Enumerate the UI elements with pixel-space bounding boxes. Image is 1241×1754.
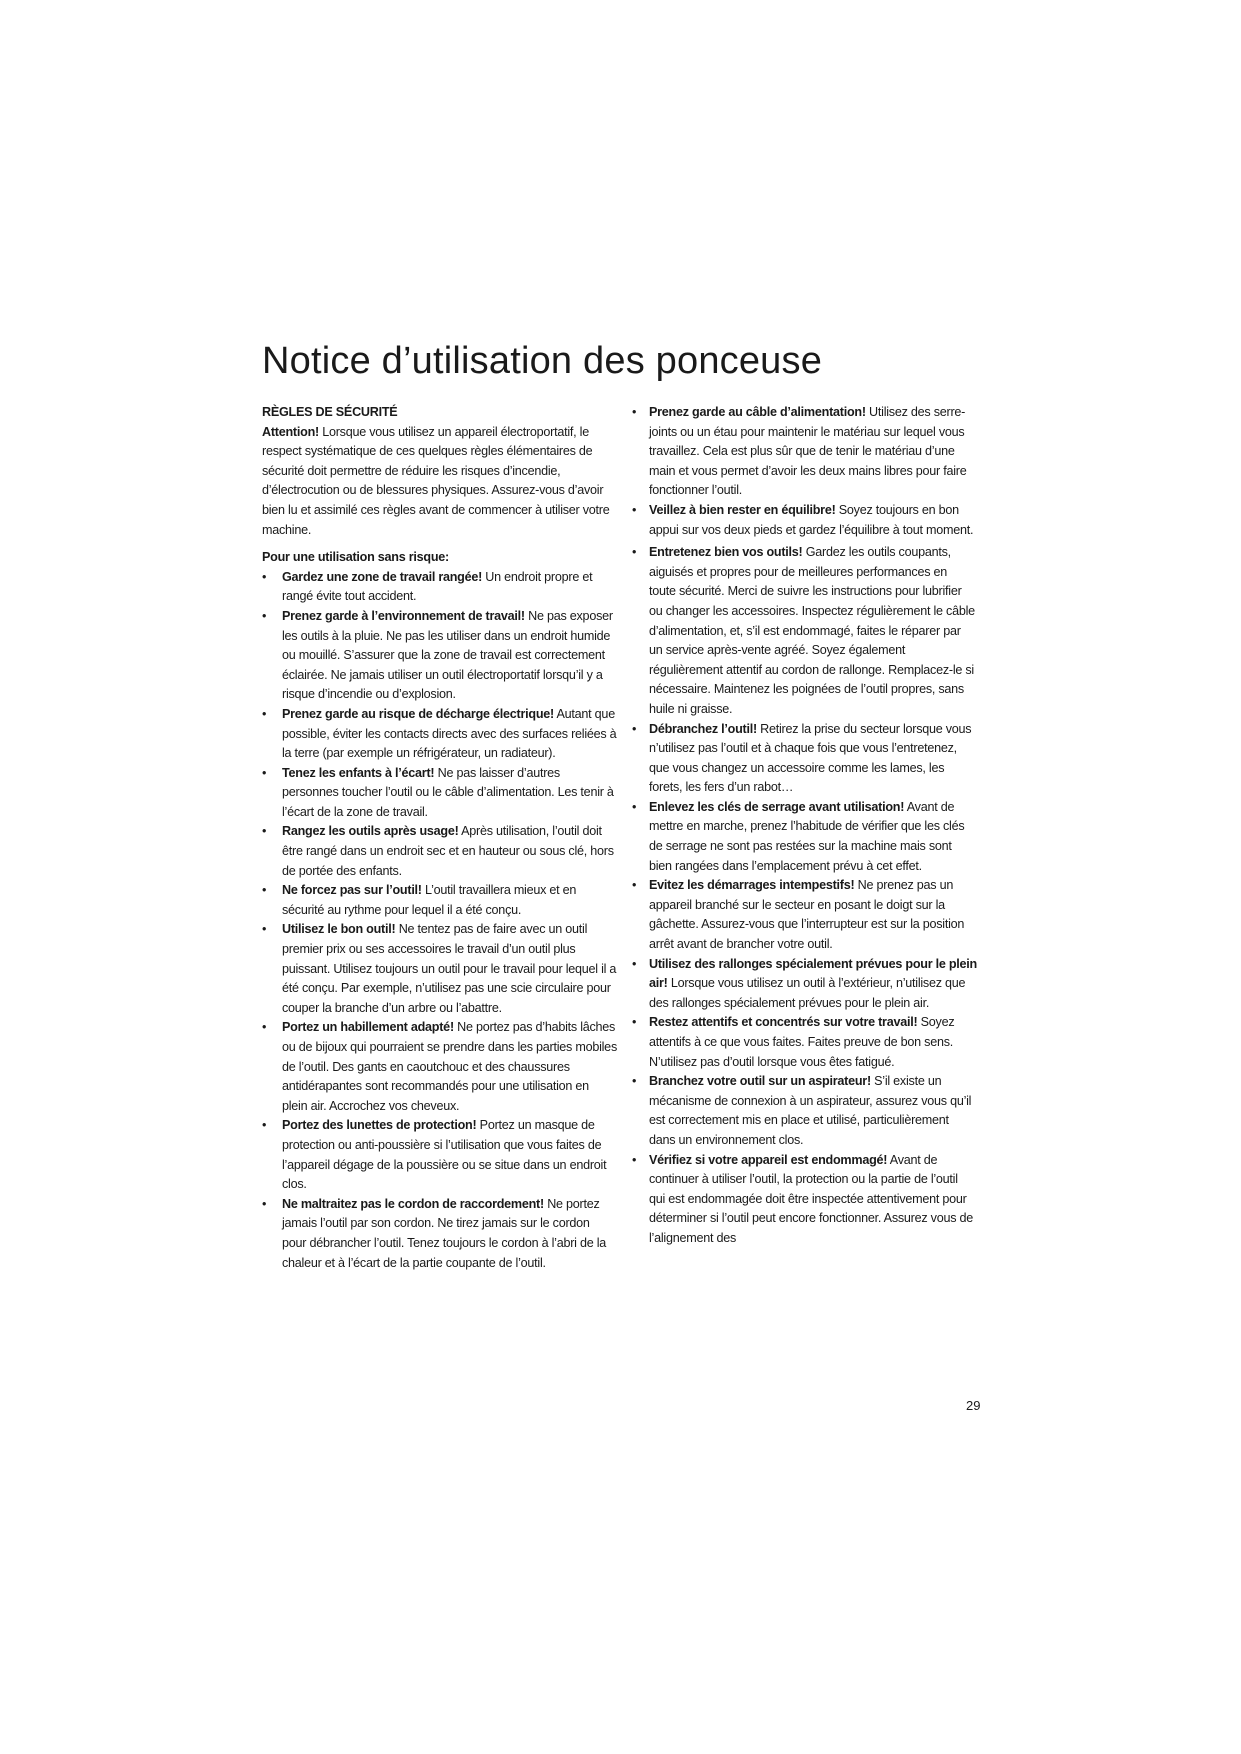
intro-paragraph — [262, 423, 617, 541]
list-item — [632, 1013, 977, 1072]
item-text: Gardez les outils coupants, aiguisés et propres pour de meilleures performances en toute sécurité. Merci de suivre les instructions pour lubrifier ou changer les accessoires. Inspectez régulièrement le câble d’alimentation, et, s’il est endommagé, faites le réparer par un service après-vente agréé. Soyez également régulièrement attentif au cordon de rallonge. Remplacez-le si nécessaire. Maintenez les poignées de l’outil propres, sans huile ni graisse. — [649, 545, 975, 716]
item-text: Utilisez des serre-joints ou un étau pour maintenir le matériau sur lequel vous travaillez. Cela est plus sûr que de tenir le matériau d’une main et vous permet d’avoir les deux mains libres pour faire fonctionner l’outil. — [649, 405, 967, 498]
list-item — [632, 798, 977, 876]
item-title: Débranchez l’outil! — [649, 721, 757, 736]
list-item — [632, 403, 977, 501]
item-text: Avant de continuer à utiliser l’outil, la protection ou la partie de l’outil qui est endommagée doit être inspectée attentivement pour déterminer si l’outil peut encore fonctionner. Assurez vous de l’alignement des — [649, 1152, 974, 1245]
list-item — [262, 822, 617, 881]
item-title: Utilisez le bon outil! — [282, 922, 396, 937]
item-title: Tenez les enfants à l’écart! — [282, 765, 435, 780]
item-title: Ne maltraitez pas le cordon de raccordement! — [282, 1196, 544, 1211]
item-text: Ne portez jamais l’outil par son cordon. Ne tirez jamais sur le cordon pour débrancher l’outil. Tenez toujours le cordon à l’abri de la chaleur et à l’écart de la partie coupante de l’outil. — [282, 1196, 607, 1270]
item-text: Ne portez pas d’habits lâches ou de bijoux qui pourraient se prendre dans les parties mobiles de l’outil. Des gants en caoutchouc et des chaussures antidérapantes sont recommandés pour une utilisation en plein air. Accrochez vos cheveux. — [282, 1020, 617, 1113]
item-title: Enlevez les clés de serrage avant utilisation! — [649, 799, 905, 814]
item-title: Prenez garde au risque de décharge électrique! — [282, 706, 554, 721]
item-text: Après utilisation, l’outil doit être rangé dans un endroit sec et en hauteur ou sous clé, hors de portée des enfants. — [282, 824, 614, 878]
item-title: Prenez garde à l’environnement de travail! — [282, 608, 525, 623]
safety-rules-list-right — [632, 403, 977, 1249]
item-title: Evitez les démarrages intempestifs! — [649, 878, 855, 893]
list-item — [262, 1116, 617, 1194]
item-title: Prenez garde au câble d’alimentation! — [649, 405, 866, 419]
item-title: Restez attentifs et concentrés sur votre travail! — [649, 1015, 918, 1030]
list-item — [632, 1151, 977, 1249]
list-item — [632, 501, 977, 540]
list-item — [262, 881, 617, 920]
list-item — [632, 720, 977, 798]
item-text: Ne tentez pas de faire avec un outil premier prix ou ses accessoires le travail d’un outil plus puissant. Utilisez toujours un outil pour le travail pour lequel il a été conçu. Par exemple, n’utilisez pas une scie circulaire pour couper la branche d’un arbre ou l’abattre. — [282, 922, 617, 1015]
list-item — [262, 1195, 617, 1273]
item-title: Veillez à bien rester en équilibre! — [649, 502, 836, 517]
list-item — [632, 543, 977, 719]
left-column — [262, 403, 617, 1273]
item-title: Rangez les outils après usage! — [282, 824, 459, 839]
item-text: Portez un masque de protection ou anti-poussière si l’utilisation que vous faites de l’appareil dégage de la poussière ou se situe dans un endroit clos. — [282, 1118, 607, 1192]
list-item — [632, 876, 977, 954]
item-title: Branchez votre outil sur un aspirateur! — [649, 1074, 871, 1089]
item-text: Un endroit propre et rangé évite tout accident. — [282, 569, 593, 604]
list-item — [262, 607, 617, 705]
item-text: Retirez la prise du secteur lorsque vous n’utilisez pas l’outil et à chaque fois que vous l’entretenez, que vous changez un accessoire comme les lames, les forets, les fers d’un rabot… — [649, 721, 972, 795]
section-heading: RÈGLES DE SÉCURITÉ — [262, 405, 398, 419]
intro-text: Lorsque vous utilisez un appareil électroportatif, le respect systématique de ces quelques règles élémentaires de sécurité doit permettre de réduire les risques d’incendie, d’électrocution ou de blessures physiques. Assurez-vous d’avoir bien lu et assimilé ces règles avant de commencer à utiliser votre machine. — [262, 424, 610, 537]
list-item — [262, 764, 617, 823]
item-text: Ne pas exposer les outils à la pluie. Ne pas les utiliser dans un endroit humide ou mouillé. S’assurer que la zone de travail est correctement éclairée. Ne jamais utiliser un outil électroportatif lorsqu’il y a risque d’incendie ou d’explosion. — [282, 608, 613, 702]
item-title: Entretenez bien vos outils! — [649, 545, 803, 560]
item-text: Soyez attentifs à ce que vous faites. Faites preuve de bon sens. N’utilisez pas d’outil lorsque vous êtes fatigué. — [649, 1015, 955, 1069]
item-title: Vérifiez si votre appareil est endommagé! — [649, 1152, 888, 1167]
list-item — [262, 920, 617, 1018]
item-title: Portez des lunettes de protection! — [282, 1118, 477, 1133]
sub-heading: Pour une utilisation sans risque: — [262, 550, 449, 565]
right-column — [632, 403, 977, 1249]
item-text: Ne pas laisser d’autres personnes toucher l’outil ou le câble d’alimentation. Les tenir à l’écart de la zone de travail. — [282, 765, 614, 819]
list-item — [262, 568, 617, 607]
page-title: Notice d’utilisation des ponceuse — [262, 340, 823, 382]
item-text: Autant que possible, éviter les contacts directs avec des surfaces reliées à la terre (par exemple un réfrigérateur, un radiateur). — [282, 706, 617, 761]
item-text: Avant de mettre en marche, prenez l’habitude de vérifier que les clés de serrage ne sont pas restées sur la machine mais sont bien rangées dans l’emplacement prévu à cet effet. — [649, 799, 965, 873]
item-text: S’il existe un mécanisme de connexion à un aspirateur, assurez vous qu’il est correctement mis en place et utilisé, particulièrement dans un environnement clos. — [649, 1074, 972, 1147]
list-item — [262, 705, 617, 764]
item-title: Utilisez des rallonges spécialement prévues pour le plein air! — [649, 956, 977, 991]
safety-rules-list-left — [262, 568, 617, 1273]
item-text: Soyez toujours en bon appui sur vos deux pieds et gardez l’équilibre à tout moment. — [649, 502, 974, 537]
item-text: L’outil travaillera mieux et en sécurité au rythme pour lequel il a été conçu. — [282, 883, 577, 917]
item-title: Gardez une zone de travail rangée! — [282, 569, 483, 584]
item-title: Ne forcez pas sur l’outil! — [282, 883, 422, 898]
item-text: Lorsque vous utilisez un outil à l’extérieur, n’utilisez que des rallonges spécialement prévues pour le plein air. — [649, 976, 966, 1010]
intro-bold: Attention! — [262, 424, 319, 439]
item-title: Portez un habillement adapté! — [282, 1020, 454, 1035]
list-item — [632, 1072, 977, 1150]
page-number: 29 — [966, 1398, 981, 1413]
list-item — [262, 1018, 617, 1116]
item-text: Ne prenez pas un appareil branché sur le secteur en posant le doigt sur la gâchette. Assurez-vous que l’interrupteur est sur la position arrêt avant de brancher votre outil. — [649, 878, 965, 952]
list-item — [632, 955, 977, 1014]
